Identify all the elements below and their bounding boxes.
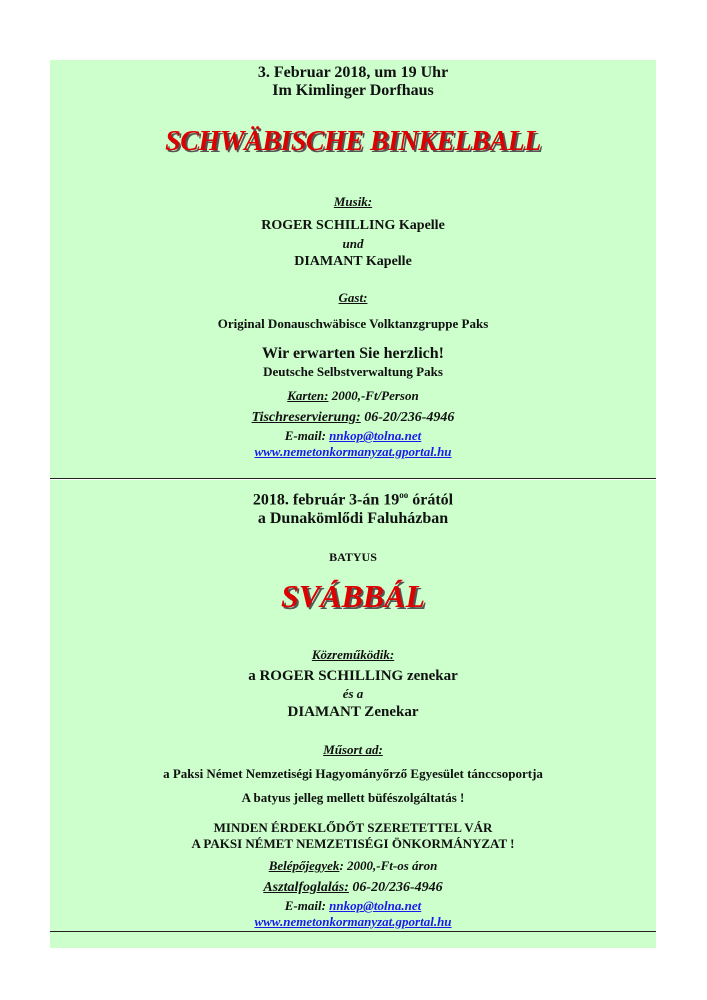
- hungarian-website-link[interactable]: www.nemetonkormanyzat.gportal.hu: [254, 914, 452, 929]
- hungarian-music-label: Közreműködik:: [311, 647, 395, 662]
- german-tickets-value: 2000,-Ft/Person: [328, 388, 419, 403]
- german-email-label: E-mail:: [284, 428, 330, 443]
- bottom-divider: [50, 931, 656, 932]
- hungarian-tickets: [50, 858, 656, 874]
- hungarian-invite-line1: MINDEN ÉRDEKLŐDŐT SZERETETTEL VÁR: [213, 820, 493, 835]
- german-band1: [50, 218, 656, 234]
- section-divider: [50, 478, 656, 479]
- german-music-label: Musik:: [333, 194, 373, 209]
- german-tickets-label: Karten:: [287, 388, 329, 403]
- hungarian-reservation: [50, 880, 656, 896]
- hungarian-email: [50, 898, 656, 914]
- german-organizer: Deutsche Selbstverwaltung Paks: [263, 364, 443, 379]
- hungarian-invite-line2: A PAKSI NÉMET NEMZETISÉGI ÖNKORMÁNYZAT !: [191, 836, 515, 851]
- german-email: [50, 428, 656, 444]
- hungarian-and-word: és a: [342, 686, 364, 701]
- german-band1-name: ROGER SCHILLING: [261, 218, 396, 233]
- german-and-word: und: [342, 236, 364, 251]
- hungarian-band2: DIAMANT Zenekar: [287, 704, 419, 720]
- hungarian-email-label: E-mail:: [284, 898, 330, 913]
- hungarian-band1-suffix: zenekar: [403, 668, 458, 684]
- german-event-title: SCHWÄBISCHE BINKELBALL: [165, 126, 541, 157]
- hungarian-buffet: A batyus jelleg mellett büfészolgáltatás !: [241, 790, 465, 805]
- hungarian-program-label: Műsort ad:: [323, 742, 383, 757]
- german-email-link[interactable]: nnkop@tolna.net: [329, 428, 422, 443]
- hungarian-flyer-panel: [50, 480, 656, 948]
- german-reservation: [50, 410, 656, 426]
- hungarian-venue-line: a Dunakömlődi Faluházban: [257, 510, 449, 527]
- hungarian-website: [50, 914, 656, 930]
- hungarian-date-pre: 2018. február 3-án 19: [252, 491, 400, 509]
- german-tickets: [50, 388, 656, 404]
- hungarian-email-link[interactable]: nnkop@tolna.net: [329, 898, 422, 913]
- hungarian-band1: [50, 668, 656, 685]
- hungarian-date-post: órától: [408, 491, 454, 509]
- german-band1-suffix: Kapelle: [395, 218, 445, 233]
- german-website-link[interactable]: www.nemetonkormanyzat.gportal.hu: [254, 444, 452, 459]
- hungarian-band1-pre: a: [248, 668, 260, 684]
- hungarian-date-line: [50, 490, 656, 509]
- german-band2-name: DIAMANT: [294, 254, 363, 269]
- hungarian-pre-title: BATYUS: [329, 550, 377, 564]
- hungarian-date-sup: oo: [399, 490, 409, 500]
- german-reservation-value: 06-20/236-4946: [360, 410, 455, 425]
- hungarian-event-title: SVÁBBÁL: [280, 578, 426, 614]
- hungarian-program-group: a Paksi Német Nemzetiségi Hagyományőrző Egyesület tánccsoportja: [163, 766, 543, 781]
- german-website: [50, 444, 656, 460]
- german-welcome: Wir erwarten Sie herzlich!: [261, 345, 445, 362]
- hungarian-band1-name: ROGER SCHILLING: [259, 668, 404, 684]
- hungarian-reservation-value: 06-20/236-4946: [348, 880, 443, 895]
- german-date-line: 3. Februar 2018, um 19 Uhr: [257, 64, 449, 81]
- german-guest-label: Gast:: [338, 290, 368, 305]
- hungarian-reservation-label: Asztalfoglalás:: [263, 880, 349, 895]
- german-reservation-label: Tischreservierung:: [251, 410, 361, 425]
- german-flyer-panel: [50, 60, 656, 478]
- german-band2-suffix: Kapelle: [362, 254, 412, 269]
- german-band2: [50, 254, 656, 270]
- german-venue-line: Im Kimlinger Dorfhaus: [272, 82, 434, 99]
- hungarian-tickets-value: : 2000,-Ft-os áron: [339, 858, 438, 873]
- hungarian-tickets-label: Belépőjegyek: [268, 858, 340, 873]
- german-guest-name: Original Donauschwäbisce Volktanzgruppe Paks: [217, 316, 489, 331]
